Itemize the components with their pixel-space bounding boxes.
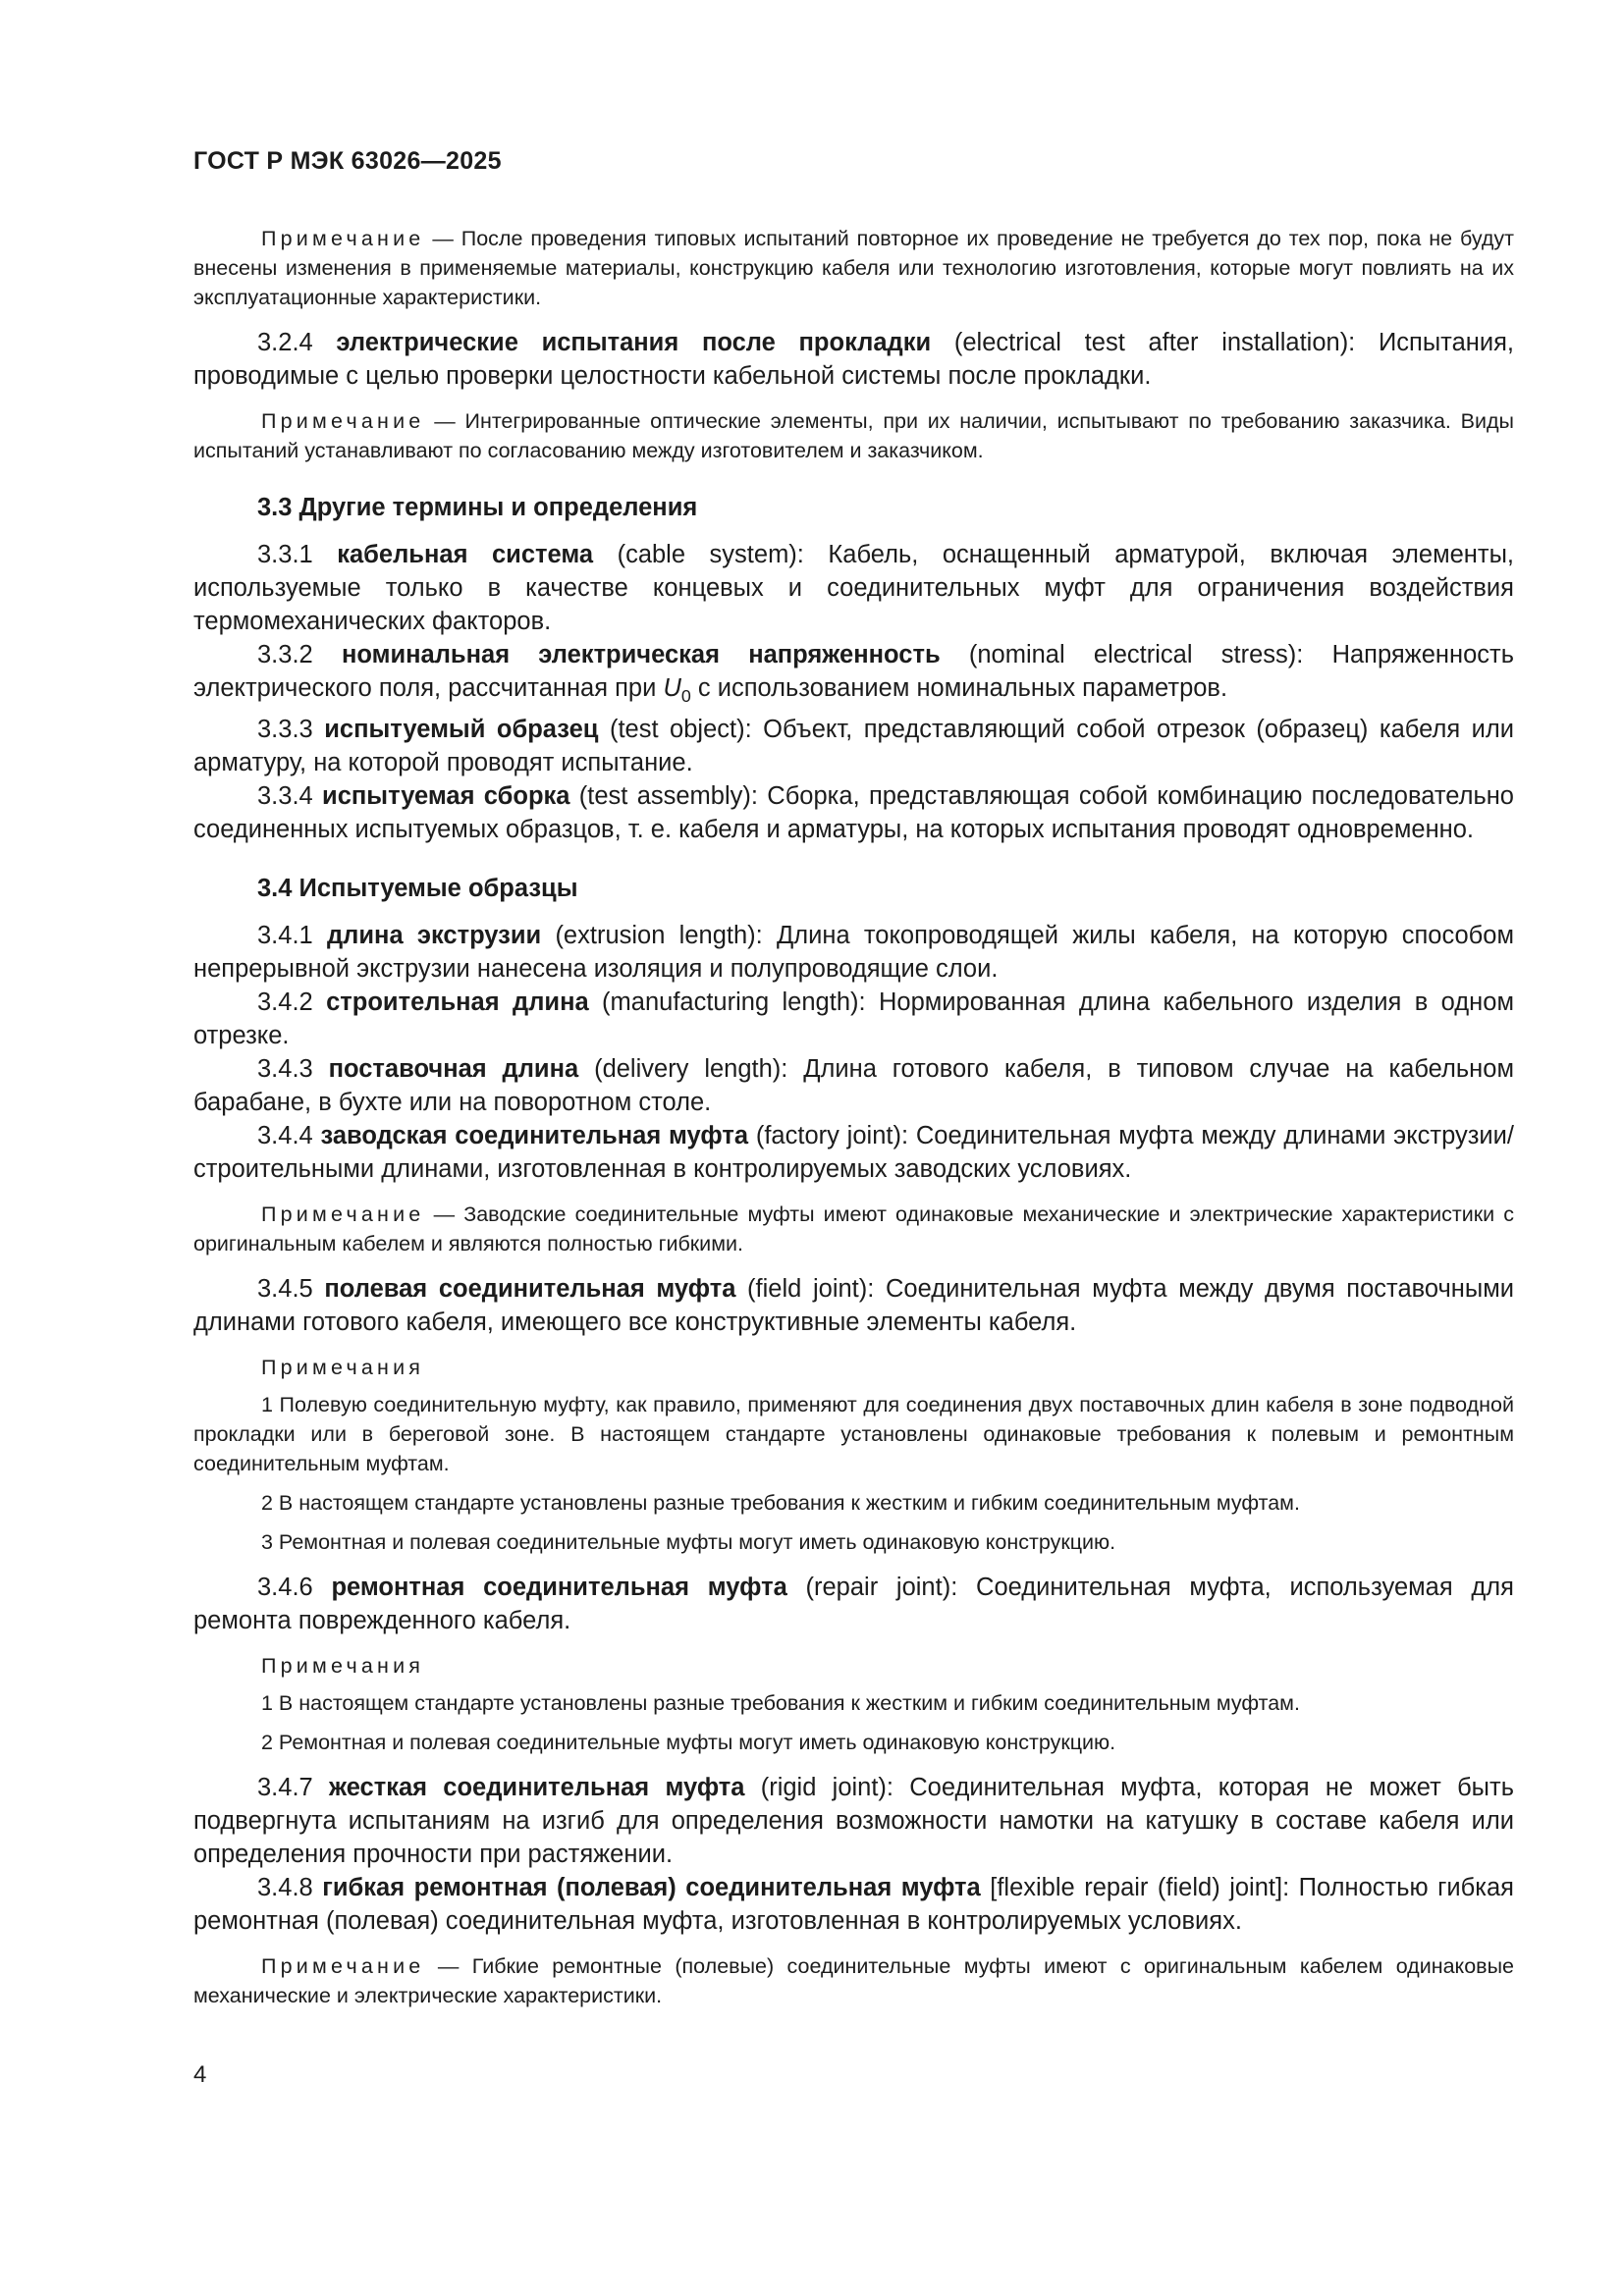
page-number: 4 — [193, 2061, 207, 2088]
term-number: 3.3.3 — [257, 716, 325, 743]
term-name: заводская соединительная муфта — [320, 1122, 749, 1149]
term-number: 3.4.1 — [257, 922, 327, 949]
term-name: испытуемая сборка — [322, 782, 570, 810]
term-definition — [193, 1771, 1514, 1871]
term-text: (rigid joint): Соединительная муфта, которая не может быть подвергнута испытаниям на изгиб для определения возможности намотки на катушку в составе кабеля или определения прочности при растяжении. — [193, 1774, 1514, 1868]
term-number: 3.4.6 — [257, 1574, 332, 1601]
term-definition — [193, 713, 1514, 779]
note-label: Примечание — [261, 1202, 425, 1226]
term-text: (test object): Объект, представляющий собой отрезок (образец) кабеля или арматуру, на которой проводят испытание. — [193, 716, 1515, 776]
notes-label-text: Примечания — [261, 1356, 425, 1379]
term-number: 3.4.7 — [257, 1774, 329, 1801]
term-definition — [193, 538, 1514, 638]
term-name: полевая соединительная муфта — [324, 1275, 736, 1303]
section-heading: 3.4 Испытуемые образцы — [257, 875, 578, 902]
voltage-subscript: 0 — [680, 686, 691, 706]
term-definition — [193, 1272, 1514, 1339]
term-name: ремонтная соединительная муфта — [331, 1574, 787, 1601]
note — [193, 1200, 1514, 1258]
note-label: Примечание — [261, 227, 425, 250]
note-text: — Гибкие ремонтные (полевые) соединительные муфты имеют с оригинальным кабелем одинаковые механические и электрические характеристики. — [193, 1954, 1514, 2007]
notes-label-text: Примечания — [261, 1654, 425, 1678]
term-definition — [193, 919, 1514, 986]
term-text: [flexible repair (field) joint]: Полностью гибкая ремонтная (полевая) соединительная муфта, изготовленная в контролируемых условиях. — [193, 1874, 1514, 1935]
term-text: (factory joint): Соединительная муфта между длинами экструзии/строительными длинами, изготовленная в контролируемых заводских условиях. — [193, 1122, 1514, 1183]
term-text: (repair joint): Соединительная муфта, используемая для ремонта поврежденного кабеля. — [193, 1574, 1514, 1634]
term-number: 3.4.5 — [257, 1275, 325, 1303]
note-item: 2 Ремонтная и полевая соединительные муфты могут иметь одинаковую конструкцию. — [261, 1731, 1116, 1754]
note — [193, 406, 1514, 465]
term-name: гибкая ремонтная (полевая) соединительная муфта — [322, 1874, 981, 1901]
term-name: жесткая соединительная муфта — [328, 1774, 745, 1801]
page-body — [193, 224, 1514, 2010]
note-text: — Интегрированные оптические элементы, при их наличии, испытывают по требованию заказчика. Виды испытаний устанавливают по согласованию между изготовителем и заказчиком. — [193, 409, 1514, 462]
term-definition — [193, 1571, 1514, 1637]
note-item: 2 В настоящем стандарте установлены разные требования к жестким и гибким соединительным муфтам. — [261, 1491, 1300, 1515]
term-name: испытуемый образец — [324, 716, 599, 743]
note-item: 1 Полевую соединительную муфту, как правило, применяют для соединения двух поставочных длин кабеля в зоне подводной прокладки или в береговой зоне. В настоящем стандарте установлены одинаковые требования к полевым и ремонтным соединительным муфтам. — [193, 1393, 1514, 1475]
note — [193, 1951, 1514, 2010]
term-text: (electrical test after installation): Испытания, проводимые с целью проверки целостности кабельной системы после прокладки. — [193, 329, 1514, 390]
note-item: 3 Ремонтная и полевая соединительные муфты могут иметь одинаковую конструкцию. — [261, 1530, 1116, 1554]
term-definition — [193, 326, 1514, 393]
term-name: строительная длина — [326, 988, 589, 1016]
note-text: — После проведения типовых испытаний повторное их проведение не требуется до тех пор, пока не будут внесены изменения в применяемые материалы, конструкцию кабеля или технологию изготовления, которые могут повлиять на их эксплуатационные характеристики. — [193, 227, 1514, 309]
term-number: 3.3.2 — [257, 641, 342, 668]
term-text: (cable system): Кабель, оснащенный арматурой, включая элементы, используемые только в качестве концевых и соединительных муфт для ограничения воздействия термомеханических факторов. — [193, 541, 1514, 635]
term-definition — [193, 1871, 1514, 1938]
term-name: номинальная электрическая напряженность — [341, 641, 941, 668]
term-definition — [193, 986, 1514, 1052]
term-name: поставочная длина — [328, 1055, 579, 1083]
term-number: 3.4.4 — [257, 1122, 321, 1149]
term-name: кабельная система — [337, 541, 594, 568]
term-text: (field joint): Соединительная муфта между двумя поставочными длинами готового кабеля, имеющего все конструктивные элементы кабеля. — [193, 1275, 1514, 1336]
term-definition — [193, 1119, 1514, 1186]
note-text: — Заводские соединительные муфты имеют одинаковые механические и электрические характеристики с оригинальным кабелем и являются полностью гибкими. — [193, 1202, 1514, 1255]
term-text: с использованием номинальных параметров. — [690, 674, 1228, 702]
voltage-symbol: U — [663, 674, 681, 702]
note — [193, 224, 1514, 312]
notes-label — [193, 1651, 1514, 1681]
section-heading: 3.3 Другие термины и определения — [257, 494, 698, 521]
term-number: 3.4.2 — [257, 988, 327, 1016]
term-number: 3.4.3 — [257, 1055, 329, 1083]
term-number: 3.3.4 — [257, 782, 323, 810]
note-item: 1 В настоящем стандарте установлены разные требования к жестким и гибким соединительным муфтам. — [261, 1691, 1300, 1715]
document-header: ГОСТ Р МЭК 63026—2025 — [193, 147, 502, 175]
term-text: (delivery length): Длина готового кабеля, в типовом случае на кабельном барабане, в бухте или на поворотном столе. — [193, 1055, 1514, 1116]
note-label: Примечание — [261, 409, 425, 433]
term-definition — [193, 779, 1514, 846]
term-number: 3.3.1 — [257, 541, 338, 568]
notes-label — [193, 1353, 1514, 1382]
note-label: Примечание — [261, 1954, 425, 1978]
term-definition — [193, 1052, 1514, 1119]
term-text: (nominal electrical stress): Напряженность электрического поля, рассчитанная при — [193, 641, 1514, 702]
term-text: (manufacturing length): Нормированная длина кабельного изделия в одном отрезке. — [193, 988, 1514, 1049]
term-number: 3.2.4 — [257, 329, 337, 356]
term-text: (extrusion length): Длина токопроводящей жилы кабеля, на которую способом непрерывной экструзии нанесена изоляция и полупроводящие слои. — [193, 922, 1515, 983]
term-number: 3.4.8 — [257, 1874, 323, 1901]
term-definition — [193, 638, 1514, 713]
term-name: длина экструзии — [326, 922, 542, 949]
term-name: электрические испытания после прокладки — [336, 329, 932, 356]
term-text: (test assembly): Сборка, представляющая собой комбинацию последовательно соединенных испытуемых образцов, т. е. кабеля и арматуры, на которых испытания проводят одновременно. — [193, 782, 1514, 843]
